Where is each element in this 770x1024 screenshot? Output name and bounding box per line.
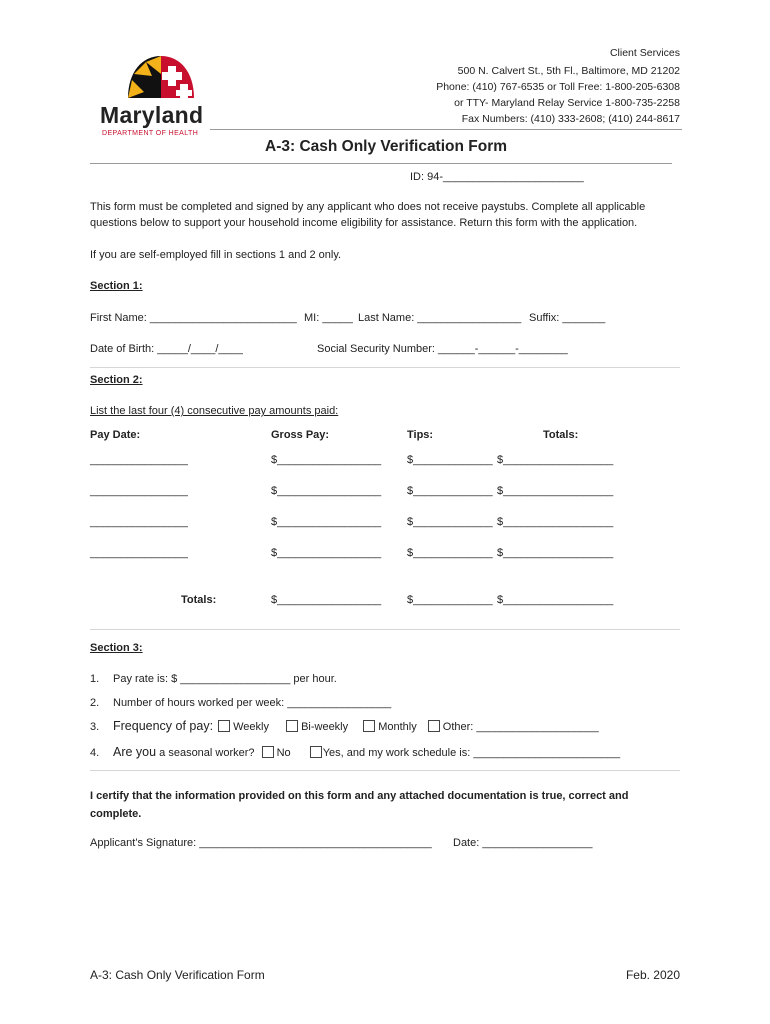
- weekly-option[interactable]: [218, 721, 269, 733]
- frequency-of-pay-row: [113, 719, 599, 733]
- col-pay-date: Pay Date:: [90, 429, 141, 441]
- pay-date-field[interactable]: ________________: [90, 547, 188, 559]
- intro-line-1: This form must be completed and signed by any applicant who does not receive paystubs. Complete all applicable: [90, 201, 646, 213]
- total-field[interactable]: $__________________: [497, 454, 614, 466]
- certification-line-1: I certify that the information provided on this form and any attached documentation is true, correct and: [90, 790, 629, 802]
- date-field[interactable]: Date: __________________: [453, 837, 593, 849]
- col-tips: Tips:: [407, 429, 434, 441]
- title-divider: [90, 163, 672, 164]
- page-title: A-3: Cash Only Verification Form: [265, 138, 508, 155]
- other-option[interactable]: [428, 721, 599, 733]
- other-label: Other: ____________________: [442, 721, 599, 733]
- q4-number: 4.: [90, 747, 100, 759]
- self-employed-note: If you are self-employed fill in sections 1 and 2 only.: [90, 249, 342, 261]
- section-3-heading: Section 3:: [90, 642, 143, 654]
- section-3-divider: [90, 770, 680, 771]
- id-field[interactable]: ID: 94-_______________________: [410, 171, 584, 183]
- tips-field[interactable]: $_____________: [407, 485, 493, 497]
- section-2-divider: [90, 629, 680, 630]
- section-1-divider: [90, 367, 680, 368]
- maryland-flag-mark-icon: [124, 52, 198, 102]
- gross-pay-field[interactable]: $_________________: [271, 485, 382, 497]
- gross-pay-field[interactable]: $_________________: [271, 454, 382, 466]
- other-checkbox[interactable]: [428, 720, 440, 732]
- biweekly-checkbox[interactable]: [286, 720, 298, 732]
- tips-field[interactable]: $_____________: [407, 454, 493, 466]
- total-field[interactable]: $__________________: [497, 547, 614, 559]
- contact-line: 500 N. Calvert St., 5th Fl., Baltimore, MD 21202: [457, 65, 680, 77]
- no-option[interactable]: [262, 747, 291, 759]
- hours-per-week-field[interactable]: Number of hours worked per week: _________________: [113, 697, 392, 709]
- tips-field[interactable]: $_____________: [407, 516, 493, 528]
- tips-field[interactable]: $_____________: [407, 547, 493, 559]
- contact-line: or TTY- Maryland Relay Service 1-800-735-2258: [454, 97, 680, 109]
- section-1-heading: Section 1:: [90, 280, 143, 292]
- total-field[interactable]: $__________________: [497, 516, 614, 528]
- col-totals: Totals:: [543, 429, 579, 441]
- gross-total-field[interactable]: $_________________: [271, 594, 382, 606]
- col-gross-pay: Gross Pay:: [271, 429, 330, 441]
- maryland-logo: [100, 52, 220, 142]
- footer-date: Feb. 2020: [625, 968, 680, 982]
- pay-date-field[interactable]: ________________: [90, 485, 188, 497]
- pay-amounts-instruction: List the last four (4) consecutive pay amounts paid:: [90, 405, 339, 417]
- gross-pay-field[interactable]: $_________________: [271, 547, 382, 559]
- q1-number: 1.: [90, 673, 100, 685]
- no-label: No: [276, 747, 291, 759]
- header-divider: [210, 129, 682, 130]
- q3-number: 3.: [90, 721, 100, 733]
- section-2-heading: Section 2:: [90, 374, 143, 386]
- seasonal-worker-row: [113, 745, 620, 759]
- ssn-field[interactable]: Social Security Number: ______-______-________: [317, 343, 568, 355]
- logo-subtitle: DEPARTMENT OF HEALTH: [102, 130, 199, 137]
- contact-line: Client Services: [609, 47, 680, 59]
- signature-field[interactable]: Applicant’s Signature: ______________________________________: [90, 837, 432, 849]
- total-field[interactable]: $__________________: [497, 485, 614, 497]
- seasonal-label-b: a seasonal worker?: [159, 747, 255, 759]
- monthly-label: Monthly: [378, 721, 417, 733]
- gross-pay-field[interactable]: $_________________: [271, 516, 382, 528]
- tips-total-field[interactable]: $_____________: [407, 594, 493, 606]
- mi-field[interactable]: MI: _____: [304, 312, 353, 324]
- pay-date-field[interactable]: ________________: [90, 454, 188, 466]
- weekly-checkbox[interactable]: [218, 720, 230, 732]
- logo-wordmark: Maryland: [100, 102, 204, 128]
- last-name-field[interactable]: Last Name: _________________: [358, 312, 522, 324]
- yes-label: Yes, and my work schedule is: ________________________: [322, 747, 621, 759]
- frequency-label: Frequency of pay:: [113, 719, 214, 733]
- yes-option[interactable]: [310, 747, 620, 759]
- dob-field[interactable]: Date of Birth: _____/____/____: [90, 343, 243, 355]
- monthly-checkbox[interactable]: [363, 720, 375, 732]
- yes-checkbox[interactable]: [310, 746, 322, 758]
- pay-rate-field[interactable]: Pay rate is: $ __________________ per hour.: [113, 673, 337, 685]
- footer-form-name: A-3: Cash Only Verification Form: [90, 968, 265, 982]
- contact-line: Phone: (410) 767-6535 or Toll Free: 1-800-205-6308: [436, 81, 680, 93]
- grand-total-field[interactable]: $__________________: [497, 594, 614, 606]
- totals-label: Totals:: [181, 594, 217, 606]
- suffix-field[interactable]: Suffix: _______: [529, 312, 606, 324]
- no-checkbox[interactable]: [262, 746, 274, 758]
- intro-line-2: questions below to support your household income eligibility for assistance. Return this form with the application.: [90, 217, 638, 229]
- biweekly-label: Bi-weekly: [301, 721, 349, 733]
- biweekly-option[interactable]: [286, 721, 348, 733]
- weekly-label: Weekly: [233, 721, 269, 733]
- seasonal-label-a: Are you: [113, 745, 157, 759]
- q2-number: 2.: [90, 697, 100, 709]
- contact-line: Fax Numbers: (410) 333-2608; (410) 244-8617: [461, 113, 680, 125]
- monthly-option[interactable]: [363, 721, 417, 733]
- pay-date-field[interactable]: ________________: [90, 516, 188, 528]
- certification-line-2: complete.: [90, 808, 142, 820]
- first-name-field[interactable]: First Name: ________________________: [90, 312, 297, 324]
